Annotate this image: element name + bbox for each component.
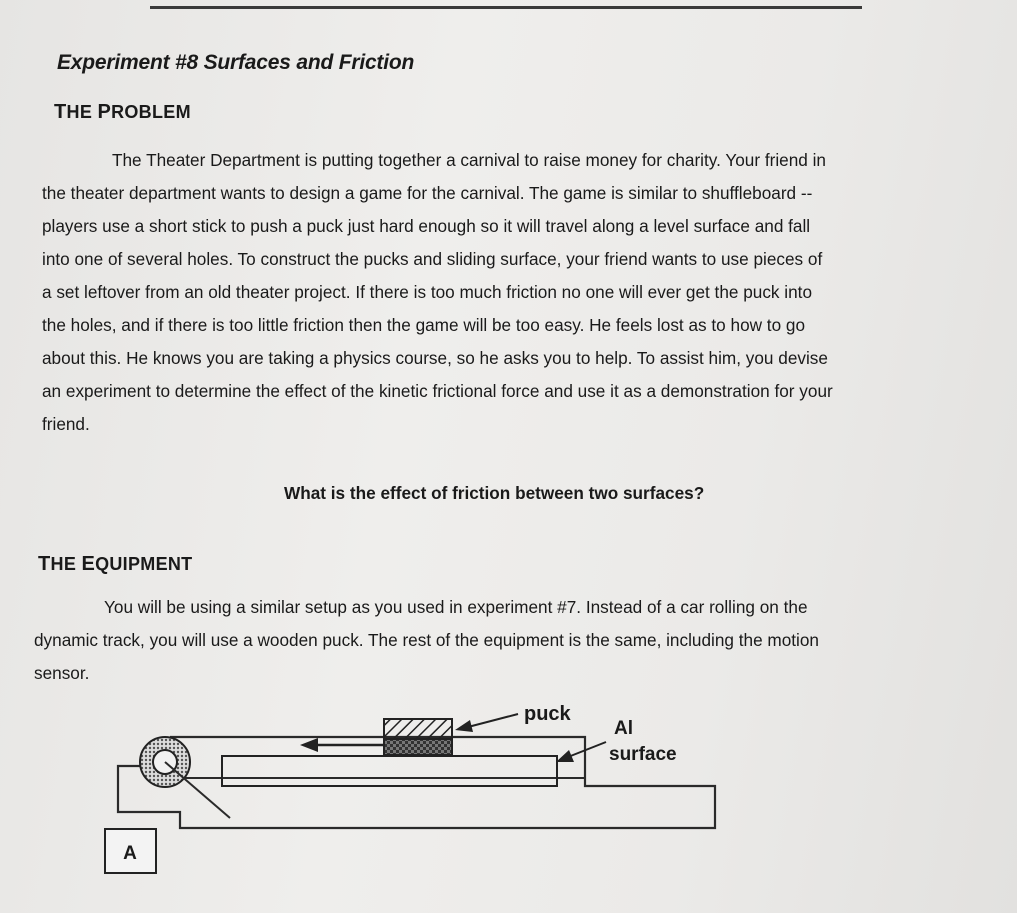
- surface-label-line1: Al: [614, 718, 633, 739]
- apparatus-diagram: [0, 690, 1017, 913]
- equipment-line: sensor.: [34, 663, 90, 683]
- problem-line: about this. He knows you are taking a physics course, so he asks you to help. To assist him, you devise: [42, 348, 828, 368]
- equipment-line: dynamic track, you will use a wooden puck. The rest of the equipment is the same, including the motion: [34, 630, 819, 650]
- problem-line: an experiment to determine the effect of the kinetic frictional force and use it as a demonstration for your: [42, 381, 833, 401]
- aluminum-surface: [222, 756, 557, 786]
- problem-line: friend.: [42, 414, 90, 434]
- puck-label: puck: [524, 703, 571, 725]
- central-question: What is the effect of friction between two surfaces?: [284, 483, 705, 503]
- equipment-line: You will be using a similar setup as you used in experiment #7. Instead of a car rolling on the: [104, 597, 808, 617]
- section-heading-problem: THE PROBLEM: [54, 101, 191, 123]
- equipment-paragraph: [34, 591, 819, 690]
- top-rule: [150, 6, 862, 9]
- problem-paragraph: [42, 144, 833, 441]
- problem-line: a set leftover from an old theater project. If there is too much friction no one will ever get the puck into: [42, 282, 813, 302]
- problem-line: The Theater Department is putting together a carnival to raise money for charity. Your friend in: [112, 150, 826, 170]
- surface-label-line2: surface: [609, 744, 677, 765]
- page-title: Experiment #8 Surfaces and Friction: [57, 51, 415, 74]
- puck-label-arrow-icon: [455, 714, 518, 732]
- motion-direction-arrow-icon: [300, 738, 384, 752]
- problem-line: into one of several holes. To construct the pucks and sliding surface, your friend wants to use pieces of: [42, 249, 823, 269]
- pulley-arm: [165, 762, 230, 818]
- puck: [384, 719, 452, 755]
- problem-line: the holes, and if there is too little friction then the game will be too easy. He feels lost as to how to go: [42, 315, 806, 335]
- problem-line: the theater department wants to design a game for the carnival. The game is similar to shuffleboard --: [42, 183, 813, 203]
- problem-line: players use a short stick to push a puck just hard enough so it will travel along a level surface and fall: [42, 216, 811, 236]
- section-heading-equipment: THE EQUIPMENT: [38, 553, 193, 575]
- motion-sensor-label: A: [123, 843, 137, 864]
- surface-label-arrow-icon: [556, 742, 606, 762]
